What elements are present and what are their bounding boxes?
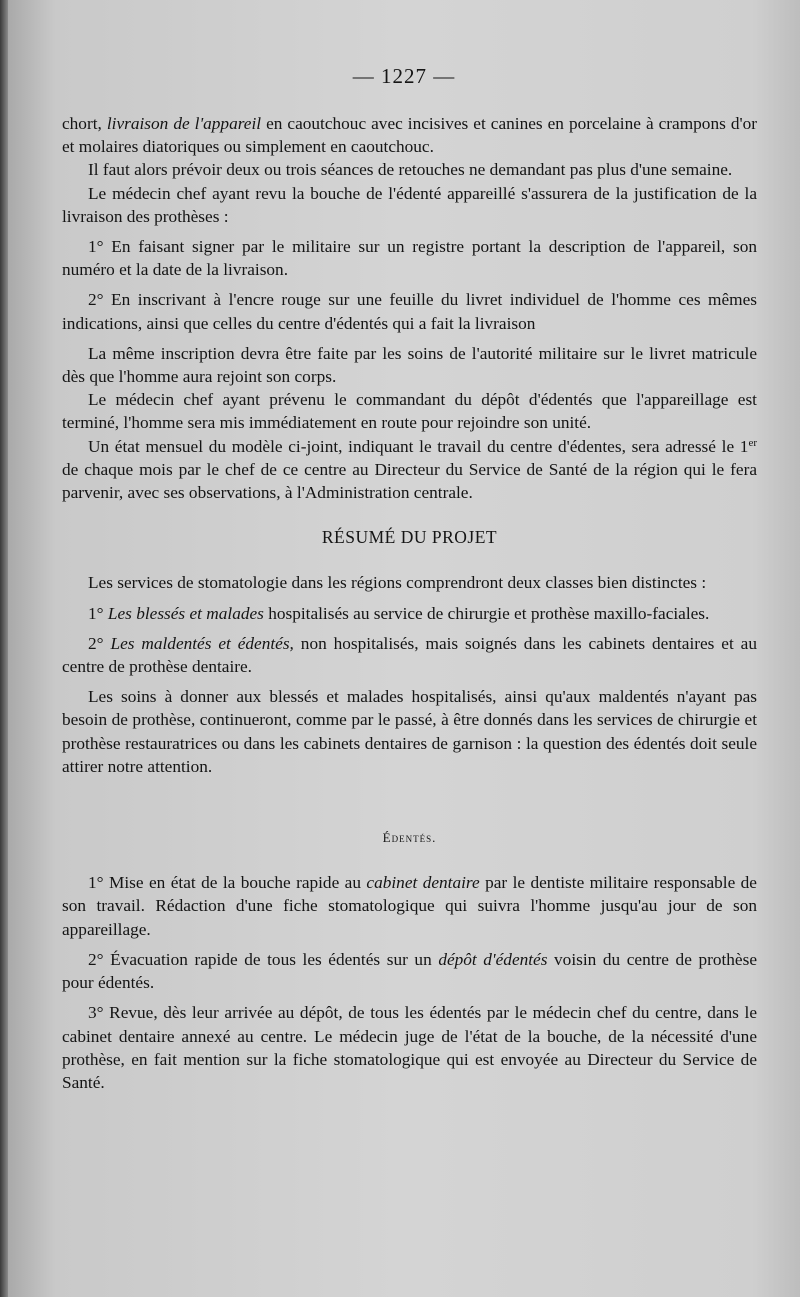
text-run: hospitalisés au service de chirurgie et prothèse maxillo-faciales. xyxy=(263,603,710,623)
superscript: er xyxy=(748,436,757,449)
list-item xyxy=(62,288,757,334)
text-run: La même inscription devra être faite par les soins de l'autorité militaire sur le livret matricule dès que l'homme aura rejoint son corps. xyxy=(62,343,757,387)
text-run: non hospitalisés, mais soignés dans les cabinets dentaires et au centre de prothèse dentaire. xyxy=(62,633,757,677)
subsection-heading: Édentés. xyxy=(382,830,437,846)
text-run: 2° En inscrivant à l'encre rouge sur une feuille du livret individuel de l'homme ces mêmes indications, ainsi que celles du centre d'édentés qui a fait la livraison xyxy=(62,290,757,333)
italic-text: livraison de l'appareil xyxy=(106,114,262,133)
text-run: voisin du centre de prothèse pour édentés. xyxy=(62,949,757,993)
paragraph xyxy=(62,388,757,434)
text-run: par le dentiste militaire responsable de son travail. Rédaction d'une fiche stomatologique qui suivra l'homme jusqu'au jour de son appareillage. xyxy=(62,873,757,939)
text-run: 3° Revue, dès leur arrivée au dépôt, de tous les édentés par le médecin chef du centre, dans le cabinet dentaire annexé au centre. Le médecin juge de l'état de la bouche, de la nécessité d'une prothèse, en fait mention sur la fiche stomatologique qui est envoyée au Directeur du Service de Santé. xyxy=(62,1003,757,1092)
list-item xyxy=(62,602,757,625)
text-run: Les soins à donner aux blessés et malades hospitalisés, ainsi qu'aux maldentés n'ayant pas besoin de prothèse, continueront, comme par le passé, à être donnés dans les services de chirurgie et prothèse restauratrices ou dans les cabinets dentaires de garnison : la question des édentés doit seule attirer notre attention. xyxy=(62,687,757,776)
paragraph xyxy=(62,571,757,594)
list-item xyxy=(62,1001,757,1094)
text-run: 2° xyxy=(88,633,111,653)
paragraph xyxy=(62,112,757,158)
text-run: Il faut alors prévoir deux ou trois séances de retouches ne demandant pas plus d'une semaine. xyxy=(88,160,733,180)
text-run: Le médecin chef ayant prévenu le commandant du dépôt d'édentés que l'appareillage est terminé, l'homme sera mis immédiatement en route pour rejoindre son unité. xyxy=(62,390,757,433)
list-item xyxy=(62,632,757,678)
book-spine-shadow xyxy=(0,0,8,1297)
section-heading: RÉSUMÉ DU PROJET xyxy=(321,527,498,548)
paragraph xyxy=(62,685,757,778)
text-run: 1° En faisant signer par le militaire sur un registre portant la description de l'appareil, son numéro et la date de la livraison. xyxy=(62,237,757,280)
text-run: 1° xyxy=(88,603,108,623)
list-item xyxy=(62,871,757,941)
list-item xyxy=(62,948,757,994)
text-run: Le médecin chef ayant revu la bouche de l'édenté appareillé s'assurera de la justification de la livraison des prothèses : xyxy=(62,183,757,226)
paragraph xyxy=(62,158,757,181)
paragraph xyxy=(62,182,757,228)
page-body xyxy=(62,112,757,1094)
paragraph xyxy=(62,435,757,505)
paragraph xyxy=(62,342,757,388)
text-run: chort, xyxy=(62,114,107,133)
text-run: 1° Mise en état de la bouche rapide au xyxy=(88,873,367,893)
text-run: 2° Évacuation rapide de tous les édentés sur un xyxy=(88,949,439,969)
text-run: en caoutchouc avec incisives et canines en porcelaine à crampons d'or et molaires diatoriques ou simplement en caoutchouc. xyxy=(62,114,757,157)
italic-text: Les maldentés et édentés, xyxy=(110,633,294,653)
italic-text: cabinet dentaire xyxy=(366,873,480,893)
text-run: Un état mensuel du modèle ci-joint, indiquant le travail du centre d'édentes, sera adressé le 1 xyxy=(88,436,749,456)
page-number: — 1227 — xyxy=(352,64,456,88)
list-item xyxy=(62,235,757,281)
italic-text: Les blessés et malades xyxy=(107,603,264,623)
text-run: de chaque mois par le chef de ce centre au Directeur du Service de Santé de la région qui le fera parvenir, avec ses observations, à l'Administration centrale. xyxy=(62,459,757,503)
italic-text: dépôt d'édentés xyxy=(438,949,548,969)
scanned-page xyxy=(8,0,800,1297)
text-run: Les services de stomatologie dans les régions comprendront deux classes bien distinctes : xyxy=(88,573,707,593)
